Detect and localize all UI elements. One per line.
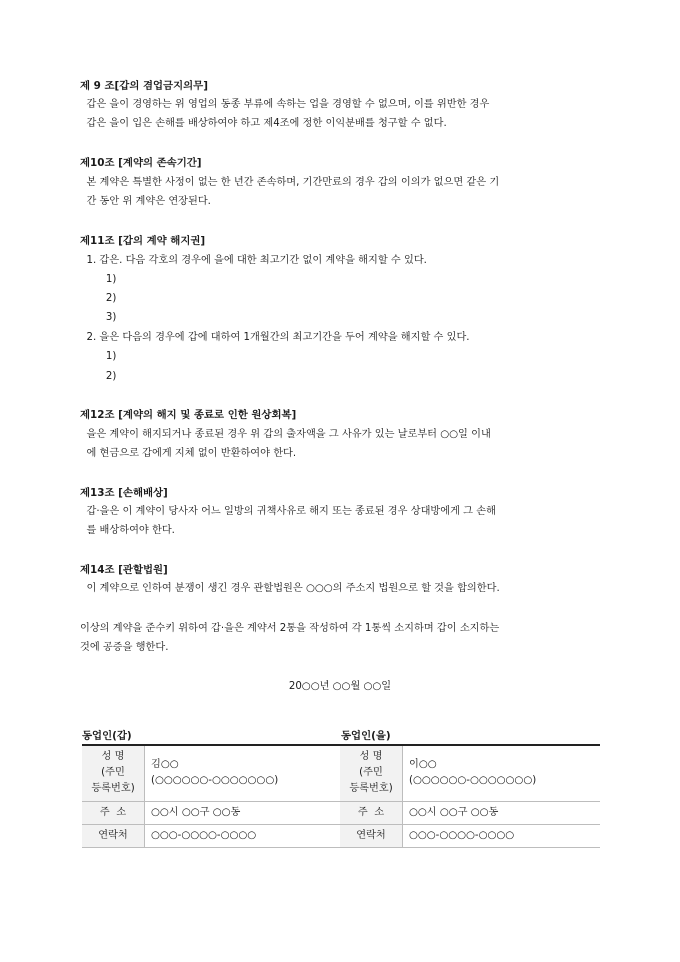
address-label: 주 소 (340, 801, 403, 824)
id-number-value: (○○○○○○-○○○○○○○) (151, 775, 279, 787)
article-9-line-1: 갑은 을이 경영하는 위 영업의 동종 부류에 속하는 업을 경영할 수 없으며, 이를 위반한 경우 (80, 99, 490, 110)
contact-value: ○○○-○○○○-○○○○ (145, 824, 341, 847)
article-11-line-2: 1) (80, 274, 117, 285)
article-11-line-3: 2) (80, 293, 117, 304)
article-9-line-2: 갑은 을이 입은 손해를 배상하여야 하고 제4조에 정한 이익분배를 청구할 수 없다. (80, 118, 447, 129)
article-13-line-2: 를 배상하여야 한다. (80, 525, 175, 536)
name-label-line-1: 성 명 (101, 751, 125, 763)
article-11-line-7: 2) (80, 371, 117, 382)
closing-line-1: 이상의 계약을 준수키 위하여 갑·을은 계약서 2통을 작성하여 각 1통씩 소지하며 갑이 소지하는 (80, 623, 500, 634)
address-row (82, 801, 340, 824)
party-gap-title: 동업인(갑) (82, 730, 132, 742)
article-11-line-1: 1. 갑은. 다음 각호의 경우에 을에 대한 최고기간 없이 계약을 해지할 수 있다. (80, 255, 427, 266)
address-label: 주 소 (82, 801, 145, 824)
name-row (82, 745, 340, 801)
party-gap-table (82, 744, 340, 848)
name-label-line-3: 등록번호) (349, 783, 393, 795)
article-11-heading: 제11조 [갑의 계약 해지권] (80, 235, 206, 247)
contact-row (82, 824, 340, 847)
address-row (340, 801, 600, 824)
contact-row (340, 824, 600, 847)
article-14-heading: 제14조 [관할법원] (80, 564, 168, 576)
article-11-line-6: 1) (80, 351, 117, 362)
name-label (82, 745, 145, 801)
article-10-line-2: 간 동안 위 계약은 연장된다. (80, 196, 211, 207)
party-eul-title: 동업인(을) (341, 730, 391, 742)
name-label-line-1: 성 명 (359, 751, 383, 763)
name-row (340, 745, 600, 801)
contact-label: 연락처 (82, 824, 145, 847)
closing-line-2: 것에 공증을 행한다. (80, 642, 169, 653)
article-12-line-1: 을은 계약이 해지되거나 종료된 경우 위 갑의 출자액을 그 사유가 있는 날로부터 ○○일 이내 (80, 429, 491, 440)
id-number-value: (○○○○○○-○○○○○○○) (409, 775, 537, 787)
contact-label: 연락처 (340, 824, 403, 847)
article-11-line-4: 3) (80, 312, 117, 323)
article-11-line-5: 2. 을은 다음의 경우에 갑에 대하여 1개월간의 최고기간을 두어 계약을 해지할 수 있다. (80, 332, 470, 343)
party-eul-table (340, 744, 600, 848)
name-label-line-2: (주민 (359, 767, 383, 779)
name-value: 김○○ (151, 759, 179, 771)
name-label-line-3: 등록번호) (91, 783, 135, 795)
address-value: ○○시 ○○구 ○○동 (403, 801, 601, 824)
article-10-line-1: 본 계약은 특별한 사정이 없는 한 년간 존속하며, 기간만료의 경우 갑의 이의가 없으면 같은 기 (80, 177, 500, 188)
article-9-heading: 제 9 조[갑의 겸업금지의무] (80, 80, 208, 92)
article-13-line-1: 갑·을은 이 계약이 당사자 어느 일방의 귀책사유로 해지 또는 종료된 경우 상대방에게 그 손해 (80, 506, 496, 517)
name-value-cell (403, 745, 601, 801)
article-14-line-1: 이 계약으로 인하여 분쟁이 생긴 경우 관할법원은 ○○○의 주소지 법원으로 할 것을 합의한다. (80, 583, 500, 594)
contract-date: 20○○년 ○○월 ○○일 (288, 681, 392, 692)
name-label-line-2: (주민 (101, 767, 125, 779)
address-value: ○○시 ○○구 ○○동 (145, 801, 341, 824)
name-value: 이○○ (409, 759, 437, 771)
article-13-heading: 제13조 [손해배상] (80, 487, 168, 499)
name-value-cell (145, 745, 341, 801)
name-label (340, 745, 403, 801)
contact-value: ○○○-○○○○-○○○○ (403, 824, 601, 847)
article-10-heading: 제10조 [계약의 존속기간] (80, 157, 202, 169)
article-12-line-2: 에 현금으로 갑에게 지체 없이 반환하여야 한다. (80, 448, 297, 459)
article-12-heading: 제12조 [계약의 해지 및 종료로 인한 원상회복] (80, 409, 297, 421)
